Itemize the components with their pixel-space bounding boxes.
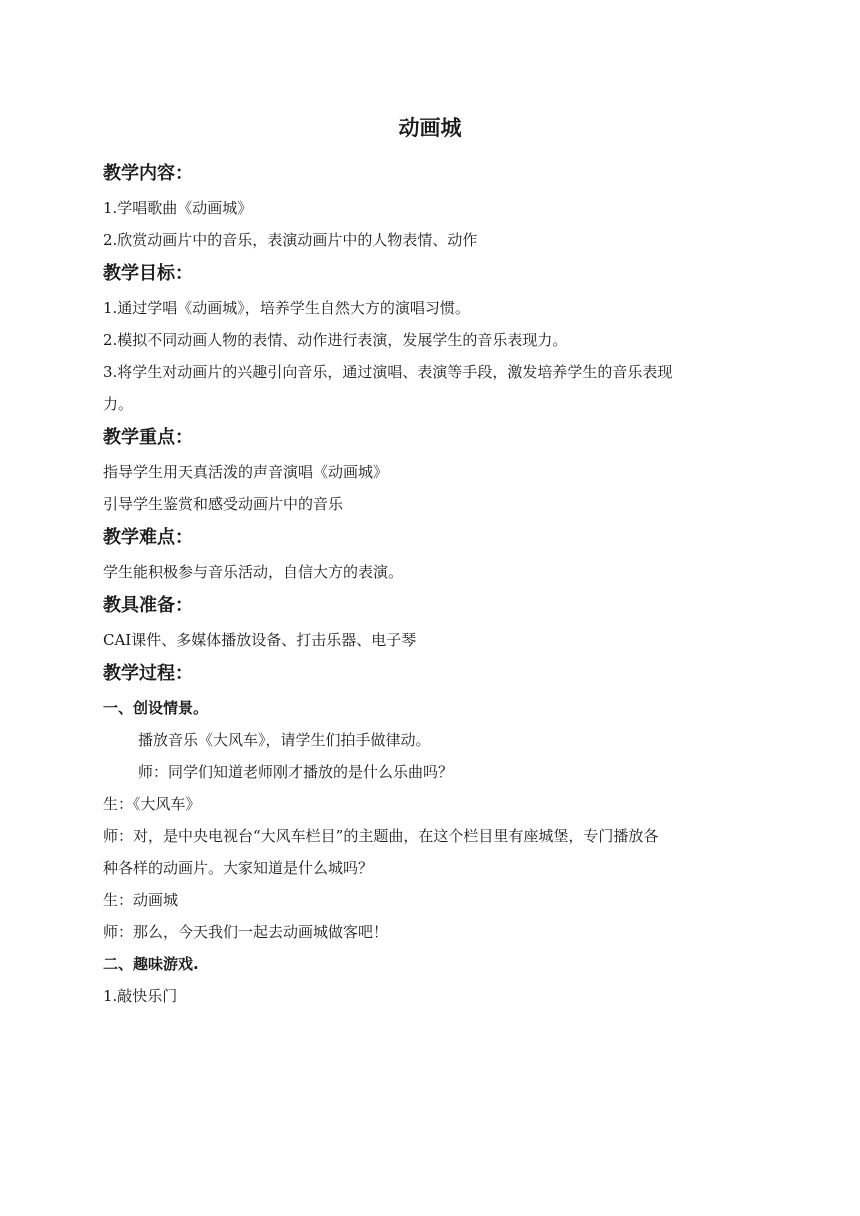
text-line: 1.通过学唱《动画城》，培养学生自然大方的演唱习惯。 — [103, 299, 470, 317]
section-heading: 教学过程： — [103, 663, 193, 684]
text-line: 1.敲快乐门 — [103, 987, 178, 1005]
section-teaching-content — [103, 156, 763, 256]
text-line: 指导学生用天真活泼的声音演唱《动画城》 — [103, 463, 389, 481]
text-line: 2.模拟不同动画人物的表情、动作进行表演，发展学生的音乐表现力。 — [103, 331, 568, 349]
section-heading: 教学目标： — [103, 263, 193, 284]
section-heading: 教学难点： — [103, 527, 193, 548]
document-title: 动画城 — [398, 116, 462, 140]
section-heading: 教学内容： — [103, 163, 193, 184]
text-line: CAI课件、多媒体播放设备、打击乐器、电子琴 — [103, 631, 417, 649]
text-line: 2.欣赏动画片中的音乐，表演动画片中的人物表情、动作 — [103, 231, 478, 249]
text-line: 学生能积极参与音乐活动，自信大方的表演。 — [103, 563, 404, 581]
dialogue-line: 生：《大风车》 — [103, 795, 201, 813]
text-line: 播放音乐《大风车》，请学生们拍手做律动。 — [138, 731, 431, 749]
text-line: 引导学生鉴赏和感受动画片中的音乐 — [103, 495, 344, 513]
section-teaching-process — [103, 656, 763, 1012]
text-line: 力。 — [103, 395, 134, 413]
dialogue-line: 生：动画城 — [103, 891, 179, 909]
section-teaching-goals — [103, 256, 763, 420]
dialogue-line: 师：那么，今天我们一起去动画城做客吧！ — [103, 923, 389, 941]
step-heading: 二、趣味游戏. — [103, 955, 199, 973]
section-heading: 教学重点： — [103, 427, 193, 448]
text-line: 1.学唱歌曲《动画城》 — [103, 199, 253, 217]
section-key-points — [103, 420, 763, 520]
section-materials — [103, 588, 763, 656]
dialogue-line: 师：对，是中央电视台“大风车栏目”的主题曲，在这个栏目里有座城堡，专门播放各 — [103, 827, 659, 845]
section-heading: 教具准备： — [103, 595, 193, 616]
text-line: 3.将学生对动画片的兴趣引向音乐，通过演唱、表演等手段，激发培养学生的音乐表现 — [103, 363, 673, 381]
text-line: 师：同学们知道老师刚才播放的是什么乐曲吗？ — [138, 763, 454, 781]
step-heading: 一、创设情景。 — [103, 699, 209, 717]
dialogue-line: 种各样的动画片。大家知道是什么城吗？ — [103, 859, 374, 877]
section-difficulties — [103, 520, 763, 588]
document-body — [103, 156, 763, 1012]
